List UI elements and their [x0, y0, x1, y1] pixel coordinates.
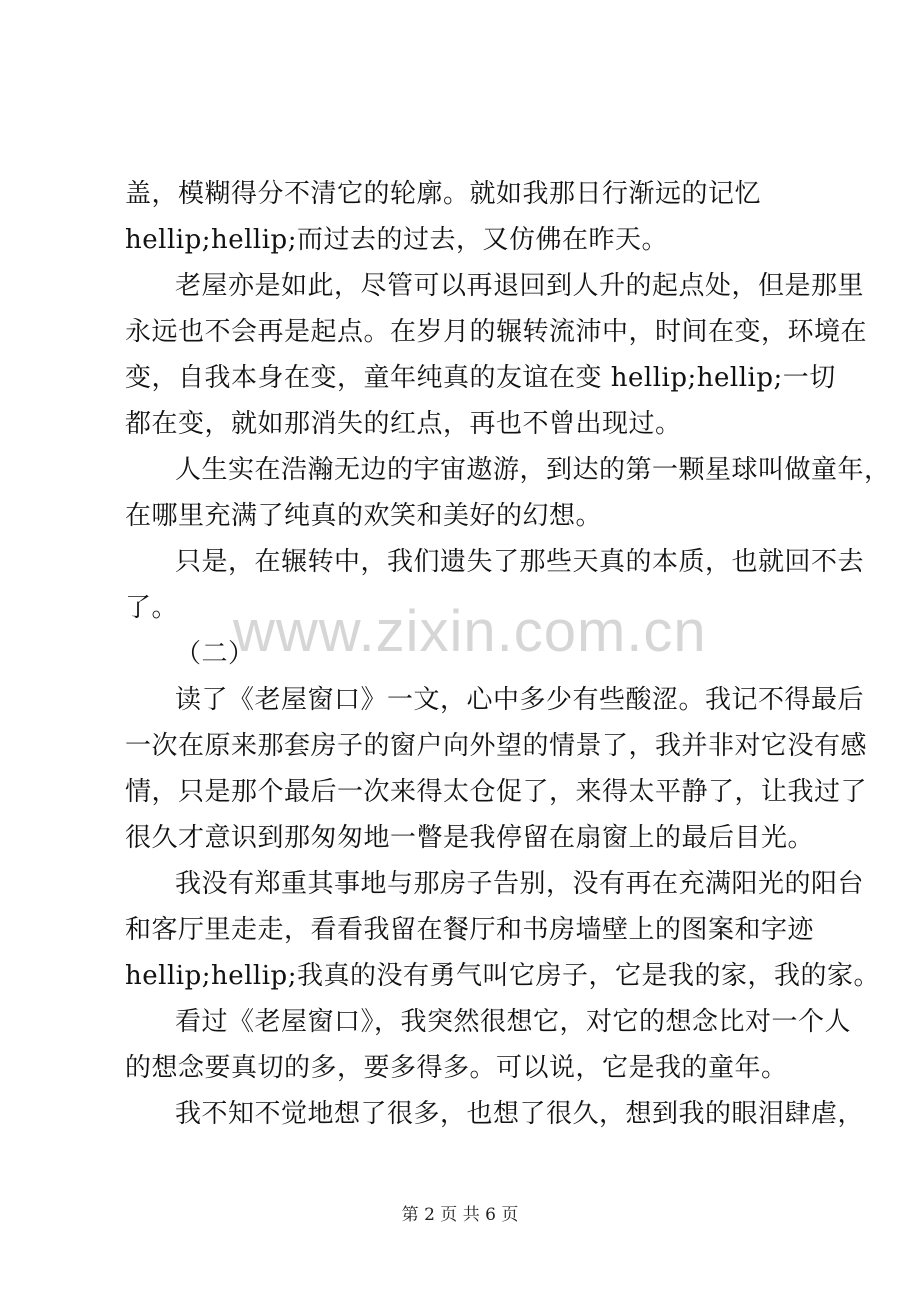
text-line: 人生实在浩瀚无边的宇宙遨游，到达的第一颗星球叫做童年， — [175, 455, 891, 485]
text-line: 和客厅里走走，看看我留在餐厅和书房墙壁上的图案和字迹 — [125, 915, 815, 945]
text-line: 盖，模糊得分不清它的轮廓。就如我那日行渐远的记忆 — [125, 179, 762, 209]
text-line: 永远也不会再是起点。在岁月的辗转流沛中，时间在变，环境在 — [125, 317, 868, 347]
text-line: 的想念要真切的多，要多得多。可以说，它是我的童年。 — [125, 1053, 788, 1083]
text-line: 老屋亦是如此，尽管可以再退回到人升的起点处，但是那里 — [175, 271, 865, 301]
section-heading: （二） — [175, 639, 255, 669]
text-line: 很久才意识到那匆匆地一瞥是我停留在扇窗上的最后目光。 — [125, 823, 815, 853]
text-line: 看过《老屋窗口》，我突然很想它，对它的想念比对一个人 — [175, 1007, 852, 1037]
text-line: 我不知不觉地想了很多，也想了很久，想到我的眼泪肆虐， — [175, 1099, 865, 1129]
text-line: hellip;hellip;我真的没有勇气叫它房子，它是我的家，我的家。 — [125, 961, 880, 991]
text-line: 在哪里充满了纯真的欢笑和美好的幻想。 — [125, 501, 603, 531]
text-line: 只是，在辗转中，我们遗失了那些天真的本质，也就回不去 — [175, 547, 865, 577]
text-line: 情，只是那个最后一次来得太仓促了，来得太平静了，让我过了 — [125, 777, 868, 807]
watermark: www.zixin.com.cn — [233, 599, 707, 664]
text-line: 都在变，就如那消失的红点，再也不曾出现过。 — [125, 409, 682, 439]
text-line: 了。 — [125, 593, 179, 623]
text-line: 一次在原来那套房子的窗户向外望的情景了，我并非对它没有感 — [125, 731, 868, 761]
page-footer: 第 2 页 共 6 页 — [401, 1205, 519, 1225]
text-line: 读了《老屋窗口》一文，心中多少有些酸涩。我记不得最后 — [175, 685, 865, 715]
text-line: 变，自我本身在变，童年纯真的友谊在变 hellip;hellip;一切 — [125, 363, 836, 393]
text-line: 我没有郑重其事地与那房子告别，没有再在充满阳光的阳台 — [175, 869, 865, 899]
text-line: hellip;hellip;而过去的过去，又仿佛在昨天。 — [125, 225, 668, 255]
